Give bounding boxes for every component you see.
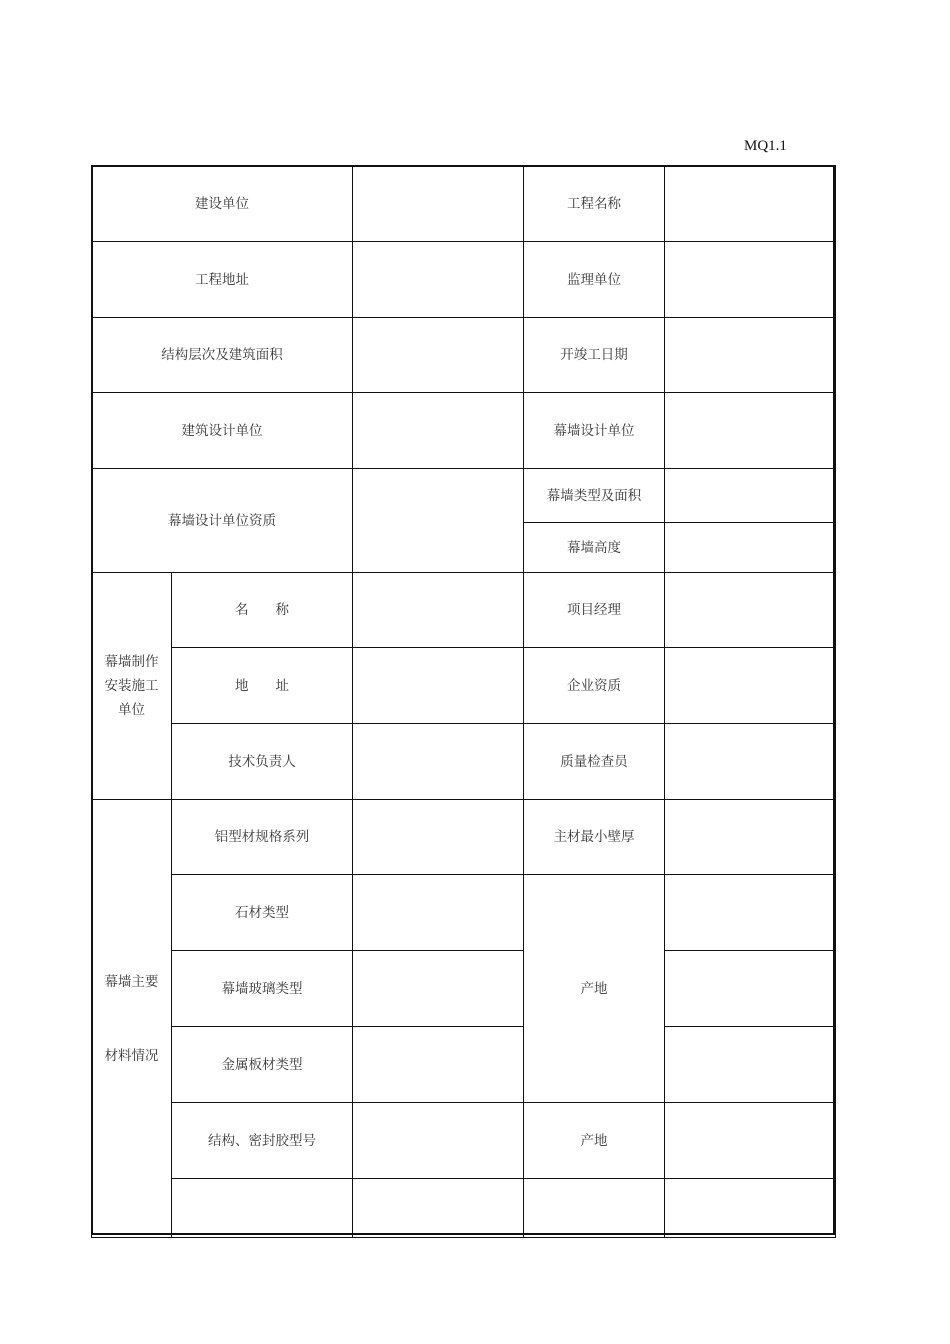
value-cell[interactable] <box>665 951 836 1027</box>
value-cell[interactable] <box>353 875 524 951</box>
label-cell: 幕墙设计单位 <box>524 393 665 469</box>
label-cell: 工程名称 <box>524 166 665 242</box>
group-label-install <box>92 573 172 800</box>
label-cell: 产地 <box>524 875 665 1103</box>
value-cell[interactable] <box>665 469 836 523</box>
label-cell: 金属板材类型 <box>172 1027 353 1103</box>
label-cell: 幕墙玻璃类型 <box>172 951 353 1027</box>
table-row <box>92 573 836 648</box>
table-row <box>92 648 836 724</box>
label-cell: 开竣工日期 <box>524 318 665 393</box>
value-cell[interactable] <box>353 318 524 393</box>
value-cell[interactable] <box>665 724 836 800</box>
label-cell: 产地 <box>524 1103 665 1179</box>
value-cell[interactable] <box>353 469 524 573</box>
label-cell: 企业资质 <box>524 648 665 724</box>
label-cell: 质量检查员 <box>524 724 665 800</box>
value-cell[interactable] <box>353 648 524 724</box>
project-info-table <box>91 165 836 1238</box>
label-cell: 铝型材规格系列 <box>172 800 353 875</box>
value-cell[interactable] <box>665 1103 836 1179</box>
value-cell[interactable] <box>353 1027 524 1103</box>
value-cell[interactable] <box>353 393 524 469</box>
value-cell[interactable] <box>353 1179 524 1238</box>
label-cell: 建筑设计单位 <box>92 393 353 469</box>
group-label-text-b: 材料情况 <box>104 1047 159 1064</box>
table-row <box>92 469 836 523</box>
group-label-text: 幕墙制作安装施工单位 <box>104 654 159 718</box>
label-cell: 监理单位 <box>524 242 665 318</box>
label-cell: 幕墙类型及面积 <box>524 469 665 523</box>
table-row <box>92 393 836 469</box>
value-cell[interactable] <box>524 1179 665 1238</box>
value-cell[interactable] <box>353 800 524 875</box>
label-cell: 名 称 <box>172 573 353 648</box>
value-cell[interactable] <box>353 1103 524 1179</box>
value-cell[interactable] <box>665 393 836 469</box>
label-cell: 项目经理 <box>524 573 665 648</box>
table-row <box>92 724 836 800</box>
table-row <box>92 1179 836 1238</box>
table-row <box>92 1103 836 1179</box>
value-cell[interactable] <box>665 1027 836 1103</box>
value-cell[interactable] <box>353 951 524 1027</box>
value-cell[interactable] <box>665 523 836 573</box>
label-cell: 工程地址 <box>92 242 353 318</box>
value-cell[interactable] <box>665 875 836 951</box>
label-cell: 幕墙设计单位资质 <box>92 469 353 573</box>
label-cell <box>172 1179 353 1238</box>
value-cell[interactable] <box>665 242 836 318</box>
label-cell: 结构层次及建筑面积 <box>92 318 353 393</box>
value-cell[interactable] <box>665 166 836 242</box>
label-cell: 结构、密封胶型号 <box>172 1103 353 1179</box>
group-label-text-a: 幕墙主要 <box>104 973 159 990</box>
table-row <box>92 1027 836 1103</box>
label-cell: 建设单位 <box>92 166 353 242</box>
value-cell[interactable] <box>665 1179 836 1238</box>
value-cell[interactable] <box>353 724 524 800</box>
label-cell: 幕墙高度 <box>524 523 665 573</box>
table-row <box>92 875 836 951</box>
table-row <box>92 951 836 1027</box>
table-row <box>92 242 836 318</box>
value-cell[interactable] <box>353 573 524 648</box>
value-cell[interactable] <box>353 166 524 242</box>
label-cell: 地 址 <box>172 648 353 724</box>
label-cell: 石材类型 <box>172 875 353 951</box>
value-cell[interactable] <box>665 573 836 648</box>
label-cell: 技术负责人 <box>172 724 353 800</box>
table-row <box>92 318 836 393</box>
table-row <box>92 166 836 242</box>
value-cell[interactable] <box>665 800 836 875</box>
group-label-material <box>92 800 172 1238</box>
label-cell: 主材最小壁厚 <box>524 800 665 875</box>
value-cell[interactable] <box>665 318 836 393</box>
form-code: MQ1.1 <box>744 138 787 154</box>
value-cell[interactable] <box>665 648 836 724</box>
table-row <box>92 800 836 875</box>
value-cell[interactable] <box>353 242 524 318</box>
